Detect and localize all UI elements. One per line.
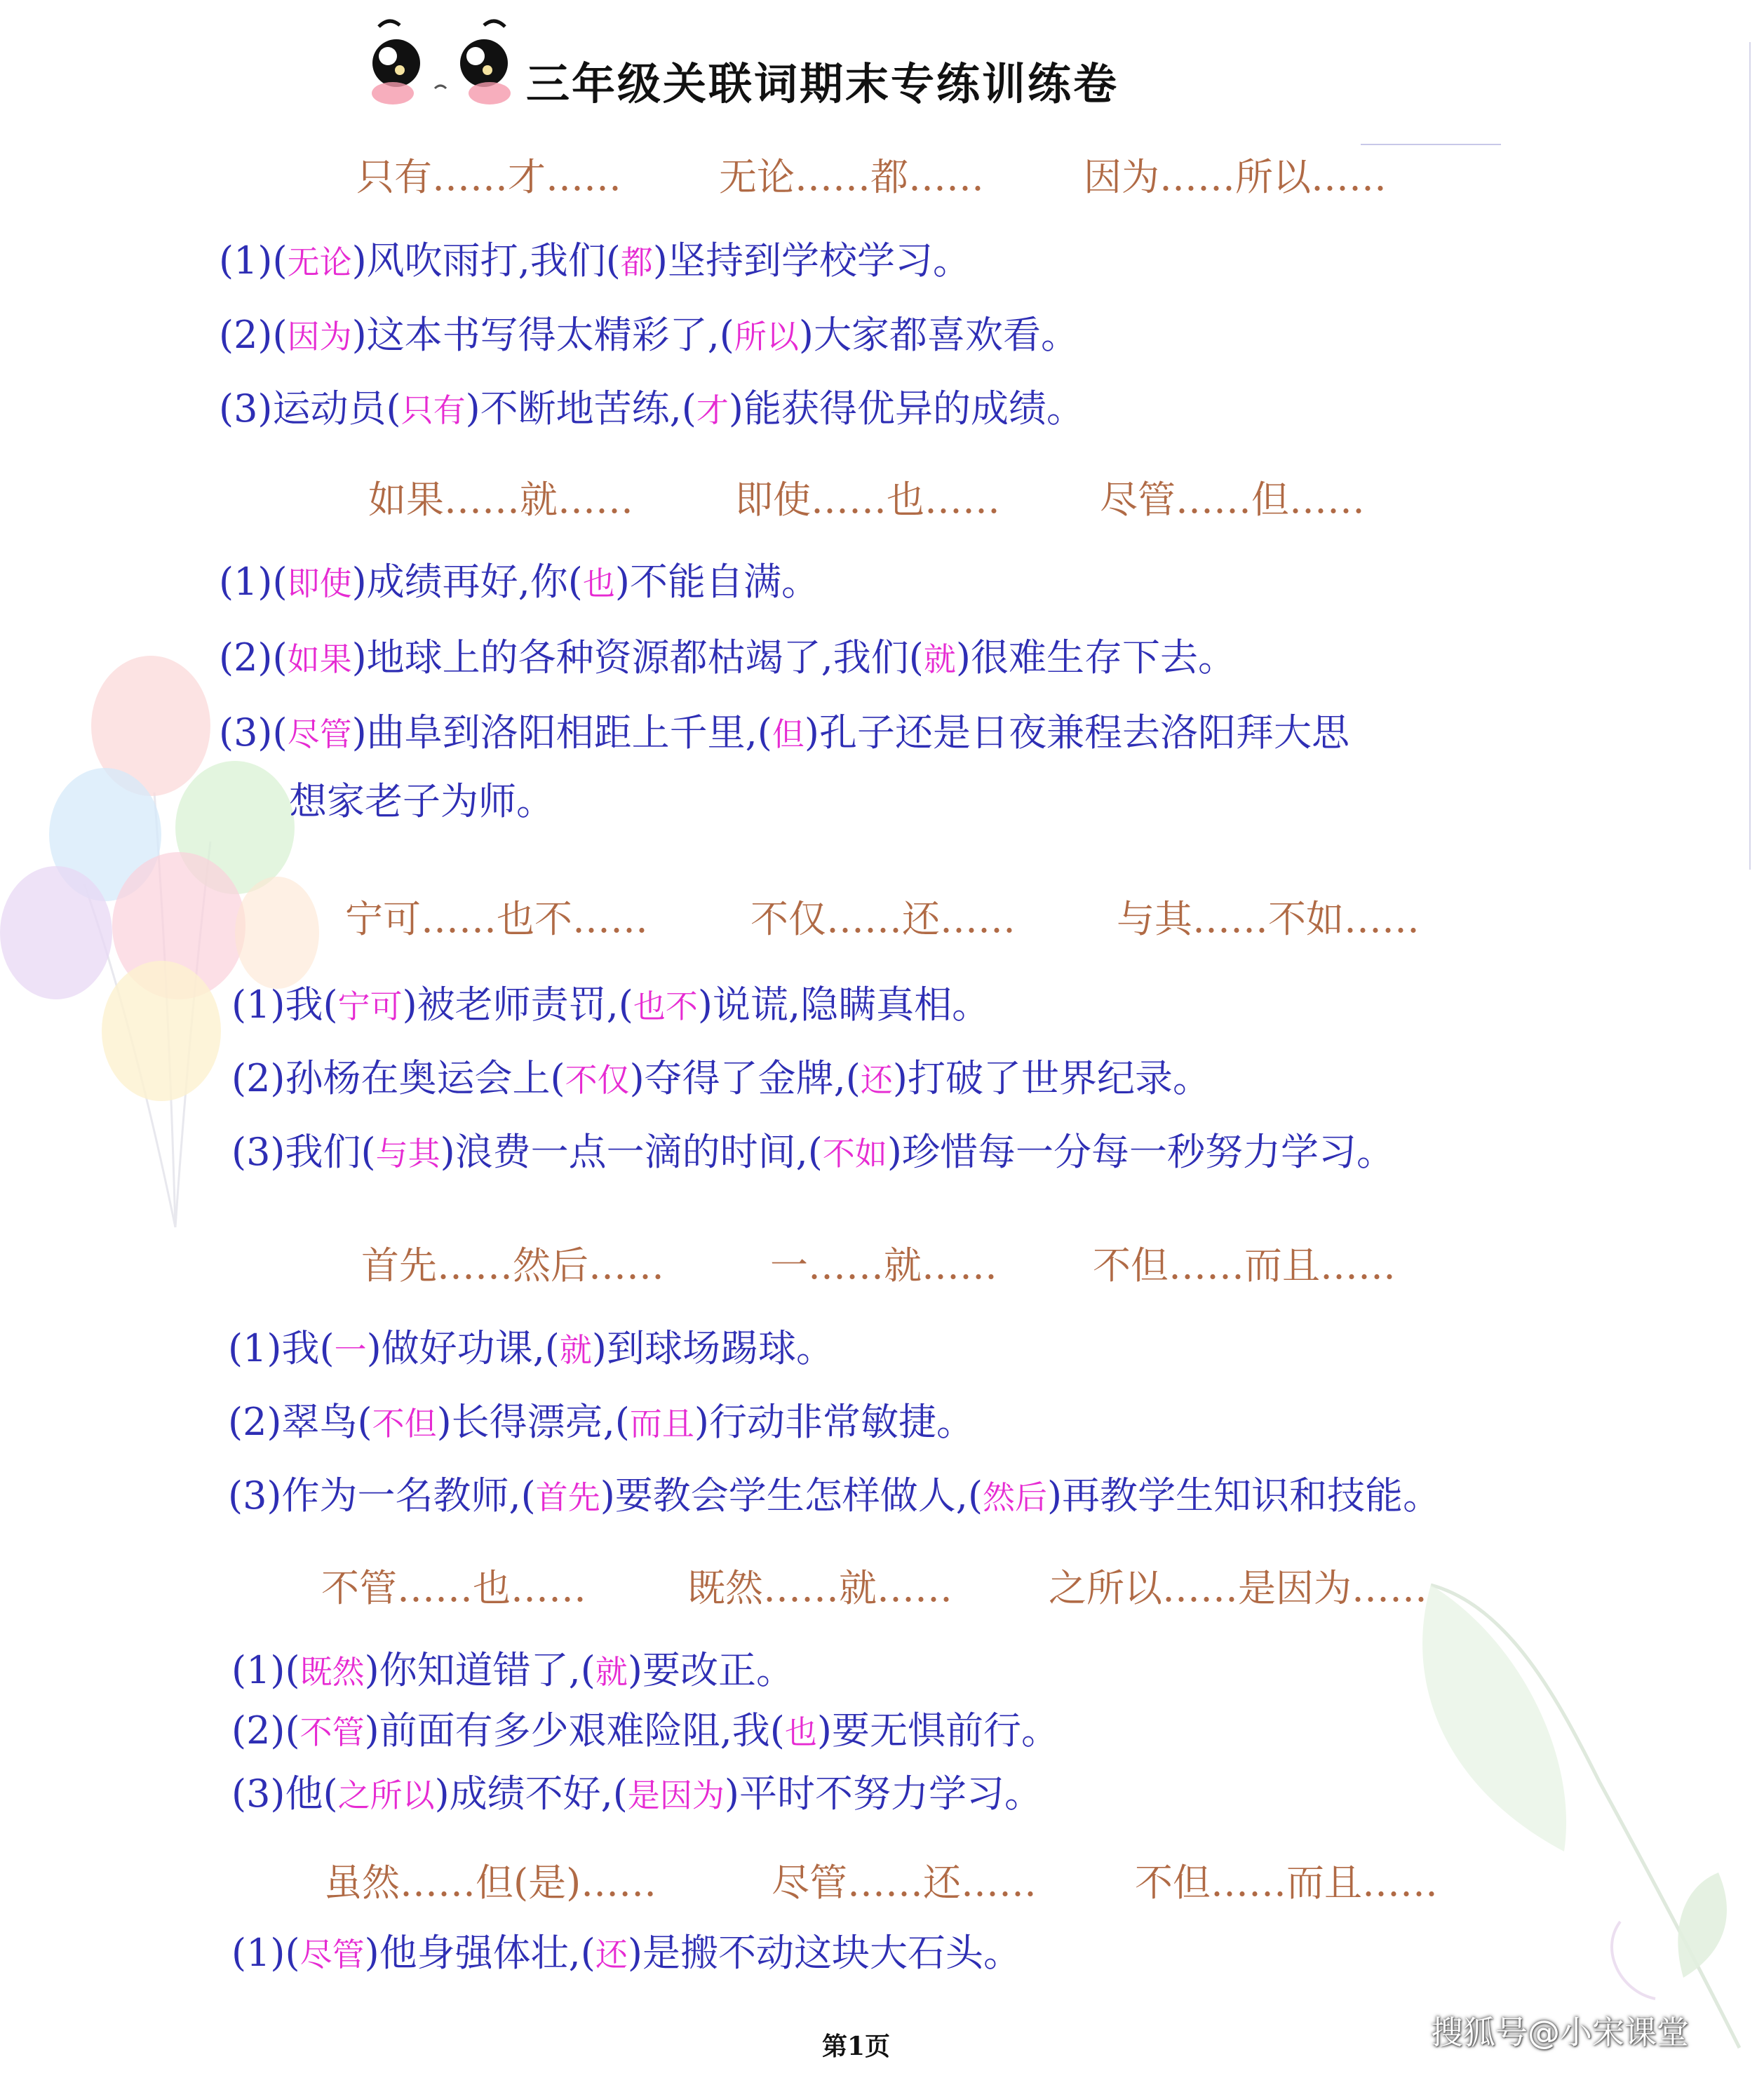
sentence-text: )你知道错了,( (364, 1648, 595, 1692)
option-word: 尽管……还…… (772, 1861, 1037, 1905)
question-number: (1) (231, 1648, 285, 1692)
option-word: 首先……然后…… (361, 1243, 664, 1288)
question-number: (1) (219, 560, 273, 604)
sentence-text: )行动非常敏捷。 (694, 1400, 974, 1444)
question-line (219, 633, 1236, 684)
option-row (0, 1236, 1764, 1288)
question-number: (3) (228, 1473, 282, 1518)
sentence-text: ( (285, 1708, 300, 1753)
answer-word: 还 (860, 1061, 893, 1099)
question-number: (1) (231, 1931, 285, 1975)
sentence-text: )平时不努力学习。 (724, 1772, 1042, 1816)
sentence-text: )坚持到学校学习。 (652, 238, 971, 283)
answer-word: 一 (334, 1331, 367, 1369)
sentence-text: ( (272, 635, 288, 680)
answer-word: 不仅 (565, 1061, 630, 1099)
sentence-text: )曲阜到洛阳相距上千里,( (351, 710, 772, 755)
question-line (231, 1128, 1394, 1178)
sentence-text: )做好功课,( (366, 1326, 560, 1370)
question-line-continuation: 想家老子为师。 (289, 779, 554, 823)
question-line (231, 1646, 794, 1696)
sentence-text: )被老师责罚,( (402, 983, 633, 1027)
sentence-text: )风吹雨打,我们( (351, 238, 621, 283)
sentence-text: )说谎,隐瞒真相。 (697, 983, 990, 1027)
option-word: 与其……不如…… (1117, 897, 1420, 941)
question-number: (2) (231, 1056, 285, 1100)
answer-word: 既然 (299, 1653, 365, 1691)
sentence-text: )前面有多少艰难险阻,我( (364, 1708, 785, 1753)
top-rule-line (1361, 144, 1501, 145)
sentence-text: )不能自满。 (614, 560, 819, 604)
answer-word: 而且 (629, 1405, 694, 1443)
question-line (219, 311, 1079, 361)
question-line (219, 384, 1084, 435)
sentence-text: 孙杨在奥运会上( (285, 1056, 565, 1100)
answer-word: 就 (559, 1331, 592, 1369)
sentence-text: )珍惜每一分每一秒努力学习。 (887, 1130, 1394, 1174)
answer-word: 然后 (983, 1478, 1048, 1516)
option-word: 不仅……还…… (750, 897, 1016, 941)
sentence-text: ( (272, 560, 288, 604)
sentence-text: ( (272, 313, 288, 357)
title-row (365, 13, 1277, 111)
answer-word: 也 (582, 565, 615, 602)
sentence-text: )这本书写得太精彩了,( (351, 313, 734, 357)
option-word: 之所以……是因为…… (1049, 1566, 1427, 1610)
question-number: (3) (219, 710, 273, 755)
sentence-text: 他( (285, 1772, 338, 1816)
answer-word: 与其 (375, 1135, 440, 1173)
sentence-text: ( (272, 710, 288, 755)
sentence-text: )是搬不动这块大石头。 (627, 1931, 1021, 1975)
answer-word: 还 (595, 1936, 628, 1974)
answer-word: 才 (696, 391, 729, 429)
sentence-text: )到球场踢球。 (591, 1326, 834, 1370)
sentence-text: )很难生存下去。 (955, 635, 1236, 680)
answer-word: 宁可 (337, 987, 403, 1025)
option-word: 尽管……但…… (1100, 478, 1365, 522)
answer-word: 尽管 (299, 1936, 365, 1974)
option-word: 只有……才…… (356, 155, 621, 199)
answer-word: 首先 (535, 1478, 600, 1516)
question-line (219, 708, 1349, 759)
answer-word: 不管 (299, 1713, 365, 1751)
option-word: 不管……也…… (321, 1566, 586, 1610)
sentence-text: 作为一名教师,( (281, 1473, 536, 1518)
question-number: (1) (219, 238, 273, 283)
answer-word: 也不 (633, 987, 698, 1025)
sentence-text: 运动员( (272, 386, 401, 431)
question-number: (3) (231, 1130, 285, 1174)
sentence-text: )不断地苦练,( (465, 386, 696, 431)
option-row (0, 1558, 1764, 1610)
sentence-text: )要教会学生怎样做人,( (600, 1473, 983, 1518)
page-number: 第1页 (822, 2032, 891, 2061)
option-word: 既然……就…… (687, 1566, 952, 1610)
option-word: 虽然……但(是)…… (324, 1861, 657, 1905)
question-number: (2) (231, 1708, 285, 1753)
sentence-text: 我们( (285, 1130, 376, 1174)
option-row (0, 470, 1764, 522)
sentence-text: )浪费一点一滴的时间,( (440, 1130, 823, 1174)
sentence-text: )孔子还是日夜兼程去洛阳拜大思 (804, 710, 1349, 755)
answer-word: 即使 (287, 565, 352, 602)
answer-word: 就 (595, 1653, 628, 1691)
question-line (231, 1769, 1042, 1820)
watermark: 搜狐号@小宋课堂 (1431, 2013, 1689, 2051)
question-number: (1) (228, 1326, 282, 1370)
sentence-text: 我( (285, 983, 338, 1027)
option-row (0, 889, 1764, 941)
question-number: (2) (219, 313, 273, 357)
sentence-text: 我( (281, 1326, 335, 1370)
sentence-text: )再教学生知识和技能。 (1047, 1473, 1441, 1518)
option-word: 即使……也…… (735, 478, 1000, 522)
question-line (228, 1471, 1441, 1522)
sentence-text: )他身强体壮,( (364, 1931, 595, 1975)
option-word: 宁可……也不…… (345, 897, 648, 941)
answer-word: 都 (620, 243, 653, 281)
sentence-text: )长得漂亮,( (436, 1400, 630, 1444)
question-number: (3) (231, 1772, 285, 1816)
sentence-text: ( (285, 1931, 300, 1975)
answer-word: 之所以 (337, 1776, 435, 1814)
sentence-text: )夺得了金牌,( (629, 1056, 861, 1100)
cute-face-icon (365, 13, 519, 111)
question-line (231, 980, 990, 1031)
answer-word: 只有 (400, 391, 466, 429)
sentence-text: )能获得优异的成绩。 (728, 386, 1084, 431)
answer-word: 尽管 (287, 715, 352, 753)
question-line (231, 1929, 1021, 1979)
option-word: 不但……而且…… (1093, 1243, 1396, 1288)
option-row (0, 1853, 1764, 1905)
sentence-text: )要无惧前行。 (816, 1708, 1059, 1753)
answer-word: 无论 (287, 243, 352, 281)
question-line (219, 236, 971, 287)
option-word: 如果……就…… (368, 478, 633, 522)
sentence-text: ( (272, 238, 288, 283)
answer-word: 但 (772, 715, 804, 753)
answer-word: 因为 (287, 318, 352, 356)
answer-word: 不如 (822, 1135, 887, 1173)
question-number: (2) (219, 635, 273, 680)
question-number: (3) (219, 386, 273, 431)
sentence-text: )成绩不好,( (434, 1772, 628, 1816)
question-line (228, 1324, 834, 1375)
question-line (231, 1054, 1211, 1105)
sentence-text: )要改正。 (627, 1648, 794, 1692)
sentence-text: )成绩再好,你( (351, 560, 583, 604)
question-line (219, 558, 819, 608)
leaf-decoration (1389, 1557, 1760, 2062)
answer-word: 是因为 (627, 1776, 725, 1814)
answer-word: 不但 (372, 1405, 437, 1443)
answer-word: 如果 (287, 640, 352, 678)
sentence-text: )大家都喜欢看。 (798, 313, 1079, 357)
question-line (228, 1398, 974, 1448)
answer-word: 所以 (734, 318, 799, 356)
sentence-text: ( (285, 1648, 300, 1692)
answer-word: 也 (784, 1713, 817, 1751)
option-word: 一……就…… (770, 1243, 997, 1288)
option-row (0, 147, 1764, 199)
sentence-text: )地球上的各种资源都枯竭了,我们( (351, 635, 924, 680)
sentence-text: )打破了世界纪录。 (892, 1056, 1211, 1100)
sentence-text: 翠鸟( (281, 1400, 372, 1444)
question-line (231, 1706, 1059, 1757)
answer-word: 就 (923, 640, 956, 678)
option-word: 无论……都…… (719, 155, 984, 199)
question-number: (1) (231, 983, 285, 1027)
option-word: 不但……而且…… (1135, 1861, 1438, 1905)
question-number: (2) (228, 1400, 282, 1444)
option-word: 因为……所以…… (1084, 155, 1387, 199)
page-title: 三年级关联词期末专练训练卷 (526, 58, 1119, 109)
